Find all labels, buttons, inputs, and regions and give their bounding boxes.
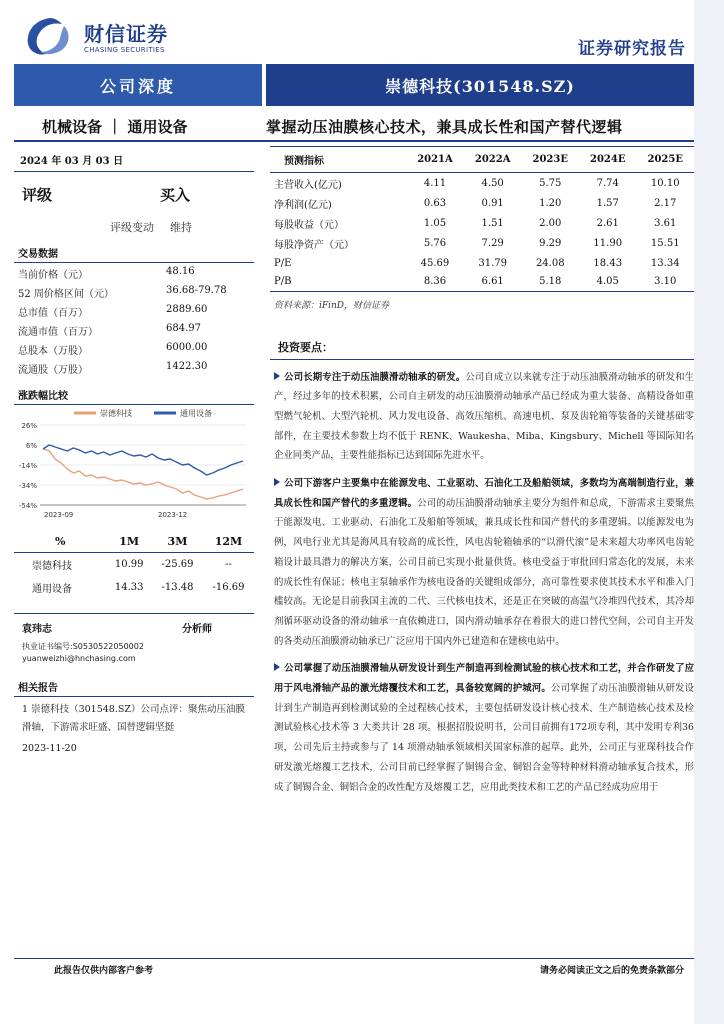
forecast-cell: 5.76 (423, 238, 447, 249)
title-banner (14, 64, 694, 106)
forecast-cell: 5.18 (522, 272, 579, 291)
rating-change-value: 维持 (170, 221, 192, 234)
x-tick-label: 2023-09 (44, 511, 74, 519)
forecast-cell: 8.36 (406, 272, 464, 291)
related-report-date: 2023-11-20 (22, 743, 77, 754)
point-heading: 公司长期专注于动压油膜滑动轴承的研发。 (284, 371, 466, 383)
forecast-cell: 1.57 (596, 198, 619, 209)
perf-cell: 10.99 (114, 559, 144, 570)
rating-change-label: 评级变动 (110, 221, 154, 234)
headline (14, 112, 694, 142)
trade-data-row (14, 263, 254, 282)
perf-title: 涨跌幅比较 (14, 377, 254, 405)
investment-point (270, 368, 694, 467)
trade-key: 52 周价格区间（元） (18, 289, 114, 300)
forecast-header: 2021A (406, 147, 464, 173)
forecast-table (270, 146, 694, 292)
investment-paragraph (270, 659, 694, 797)
investment-title: 投资要点： (270, 339, 694, 360)
trade-value: 1422.30 (166, 361, 208, 372)
forecast-cell: 每股净资产（元） (274, 240, 354, 251)
forecast-cell: 18.43 (593, 257, 623, 269)
forecast-cell: 4.11 (423, 178, 447, 189)
point-heading: 公司掌握了动压油膜滑轴从研发设计到生产制造再到检测试验的核心技术和工艺，并合作研发了应用于风电滑轴产品的激光熔覆技术和工艺，具备较宽阔的护城河。 (274, 663, 694, 695)
rating-change-row (14, 205, 254, 235)
trade-value: 684.97 (166, 323, 201, 334)
perf-chart-svg (14, 405, 254, 523)
perf-cell: -- (225, 559, 232, 570)
trade-data-list (14, 263, 254, 377)
trade-key: 流通市值（百万） (18, 327, 98, 338)
perf-cell: -16.69 (212, 582, 245, 593)
trade-key: 总股本（万股） (18, 346, 88, 357)
forecast-cell: 9.29 (539, 238, 562, 249)
right-decor-strip (694, 0, 724, 1024)
point-heading: 公司下游客户主要集中在能源发电、工业驱动、石油化工及船舶领域，多数均为高端制造行业，兼具成长性和国产替代的多重逻辑。 (274, 478, 694, 509)
trade-data-row (14, 301, 254, 320)
logo-en-text: CHASING SECURITIES (84, 46, 165, 54)
table-row (270, 213, 694, 233)
forecast-cell: 2.17 (654, 198, 677, 209)
forecast-cell: 31.79 (478, 257, 507, 269)
y-tick-label: 6% (25, 442, 37, 450)
analyst-email: yuanweizhi@hnchasing.com (22, 654, 136, 663)
point-body: 公司掌握了动压油膜滑轴从研发设计到生产制造再到检测试验的全过程核心技术，主要包括研发设计核心技术、生产制造核心技术及检测试验核心技术等 3 大类共计 28 项。根据招股说明书，公司目前拥有172项专利，其中发明专利36项，公司先后主持或参与了 14 项滑动轴承领域相关国家标准的起草。此外，公司正与亚琛科技合作研发激光熔覆工艺技术，公司目前已经掌握了铜锡合金、铜铝合金等特种材料滑动轴承复合技术，形成了铜锡合金、铜铝合金的改性配方及熔覆工艺，应用此类技术和工艺的产品已经成功应用于 (274, 683, 694, 793)
main-content (270, 146, 694, 797)
x-tick-label: 2023-12 (158, 511, 188, 519)
analyst-row (22, 620, 250, 635)
point-body: 公司的动压油膜滑动轴承主要分为组件和总成，下游需求主要聚焦于能源发电、工业驱动、石油化工及船舶等领域，兼具成长性和国产替代的多重逻辑。以能源发电为例，风电行业尤其是海风具有较高的成长性，风电齿轮箱轴承的“以滑代滚”是未来超大功率风电齿轮箱设计最具潜力的解决方案，公司目前已实现小批量供货。核电受益于审批回归常态化的发展，未来的成长性有保证；核电主泵轴承作为核电设备的关键组成部分，高可靠性要求使其技术水平和准入门槛较高。无论是目前我国主流的二代、三代核电技术，还是正在突破的高温气冷堆四代技术，其冷却剂循环驱动设备的滑动轴承一直依赖进口，国内滑动轴承存在着很大的进口替代空间，公司自主开发的各类动压油膜滑动轴承已广泛应用于国内外已建造和在建核电站中。 (274, 497, 694, 647)
forecast-cell: 15.51 (650, 238, 680, 249)
trade-data-row (14, 320, 254, 339)
report-title: 掌握动压油膜核心技术，兼具成长性和国产替代逻辑 (266, 117, 623, 136)
footer-left: 此报告仅供内部客户参考 (54, 966, 154, 976)
analyst-cert: 执业证书编号:S0530522050002 (22, 642, 144, 651)
forecast-cell: 0.63 (423, 198, 447, 209)
trade-value: 36.68-79.78 (166, 285, 227, 296)
perf-header: % (14, 531, 106, 553)
forecast-cell: 3.61 (654, 218, 677, 229)
perf-header: 3M (152, 531, 203, 553)
trade-data-title: 交易数据 (14, 235, 254, 263)
analyst-role: 分析师 (182, 624, 212, 635)
trade-key: 流通股（万股） (18, 365, 88, 376)
y-tick-label: 26% (21, 422, 37, 430)
table-row (270, 272, 694, 291)
trade-data-row (14, 282, 254, 301)
company-ticker: 崇德科技(301548.SZ) (266, 64, 694, 106)
bullet-arrow-icon (274, 372, 280, 380)
table-row (270, 253, 694, 272)
forecast-cell: 净利润(亿元) (274, 200, 332, 211)
table-row (14, 553, 254, 577)
forecast-cell: 24.08 (535, 257, 565, 269)
y-tick-label: -14% (18, 462, 37, 470)
trade-data-row (14, 339, 254, 358)
forecast-cell: 每股收益（元） (274, 220, 344, 231)
analyst-name: 袁玮志 (22, 624, 52, 635)
forecast-cell: P/B (270, 272, 406, 291)
perf-cell: 14.33 (114, 582, 144, 593)
table-row (270, 173, 694, 194)
forecast-header: 2023E (522, 147, 579, 173)
perf-table (14, 531, 254, 599)
investment-point (270, 474, 694, 651)
forecast-header: 预测指标 (270, 147, 406, 173)
rating-label: 评级 (22, 186, 53, 204)
forecast-cell: 2.61 (596, 218, 619, 229)
forecast-cell: 6.61 (464, 272, 522, 291)
forecast-cell: 1.51 (481, 218, 504, 229)
forecast-cell: P/E (274, 257, 292, 269)
point-body: 公司自成立以来就专注于动压油膜滑动轴承的研发和生产，经过多年的技术积累，公司自主研发的动压油膜滑动轴承产品已经成为重大装备、高精设备如重型燃气轮机、大型汽轮机、风力发电设备、高效压缩机、高速电机、泵及齿轮箱等装备的关键基础零部件，在主要技术参数上均不低于 RENK、Waukesha、Miba、Kingsbury、Michell 等国际知名企业同类产品，主要性能指标已达到国际先进水平。 (274, 371, 694, 462)
trade-data-row (14, 358, 254, 377)
forecast-header: 2024E (579, 147, 636, 173)
investment-paragraph (270, 474, 694, 651)
perf-header: 1M (106, 531, 152, 553)
perf-cell: 通用设备 (32, 584, 72, 595)
forecast-cell: 主营收入(亿元) (274, 180, 342, 191)
related-reports (14, 669, 254, 754)
trade-key: 当前价格（元） (18, 270, 88, 281)
table-row (270, 233, 694, 253)
bullet-arrow-icon (274, 478, 280, 486)
y-tick-label: -34% (18, 482, 37, 490)
forecast-cell: 0.91 (481, 198, 504, 209)
rating-row (14, 172, 254, 205)
forecast-cell: 4.50 (481, 178, 504, 189)
forecast-cell: 11.90 (593, 238, 623, 249)
perf-cell: -13.48 (161, 582, 194, 593)
rating-value: 买入 (160, 186, 191, 204)
legend-label: 崇德科技 (100, 409, 132, 418)
forecast-cell: 7.74 (596, 178, 619, 189)
bullet-arrow-icon (274, 663, 280, 671)
forecast-cell: 4.05 (579, 272, 636, 291)
legend-label: 通用设备 (180, 409, 212, 418)
forecast-cell: 13.34 (650, 257, 680, 269)
related-title: 相关报告 (14, 669, 254, 697)
trade-value: 2889.60 (166, 304, 208, 315)
forecast-cell: 2.00 (539, 218, 562, 229)
data-source: 资料来源：iFinD，财信证券 (274, 300, 390, 311)
table-row (14, 576, 254, 599)
industry-label: 机械设备 ｜ 通用设备 (42, 117, 188, 136)
company-logo (22, 14, 168, 58)
forecast-header: 2025E (636, 147, 694, 173)
series-line (43, 445, 243, 475)
forecast-cell: 3.10 (636, 272, 694, 291)
perf-cell: 崇德科技 (32, 561, 72, 572)
trade-value: 6000.00 (166, 342, 208, 353)
perf-chart (14, 405, 254, 523)
perf-header: 12M (203, 531, 254, 553)
logo-cn-text: 财信证券 (84, 22, 168, 46)
analyst-block (14, 613, 254, 663)
related-report-link[interactable]: 1 崇德科技（301548.SZ）公司点评：聚焦动压油膜滑轴，下游需求旺盛、国替逻辑坚挺 (22, 704, 245, 733)
y-tick-label: -54% (18, 502, 37, 510)
forecast-header: 2022A (464, 147, 522, 173)
report-date: 2024 年 03 月 03 日 (14, 146, 254, 172)
forecast-cell: 45.69 (420, 257, 450, 269)
logo-mark-icon (22, 14, 78, 58)
page-footer (14, 958, 694, 976)
investment-paragraph (270, 368, 694, 467)
footer-right: 请务必阅读正文之后的免责条款部分 (539, 966, 684, 976)
forecast-cell: 1.20 (539, 198, 562, 209)
trade-key: 总市值（百万） (18, 308, 88, 319)
forecast-cell: 7.29 (481, 238, 504, 249)
perf-cell: -25.69 (161, 559, 194, 570)
table-row (270, 193, 694, 213)
forecast-cell: 10.10 (650, 178, 680, 189)
forecast-cell: 1.05 (423, 218, 447, 229)
forecast-cell: 5.75 (539, 178, 562, 189)
report-category: 公司深度 (14, 64, 262, 106)
report-type: 证券研究报告 (578, 39, 686, 59)
trade-value: 48.16 (166, 266, 195, 277)
left-sidebar (14, 146, 254, 754)
investment-point (270, 659, 694, 797)
